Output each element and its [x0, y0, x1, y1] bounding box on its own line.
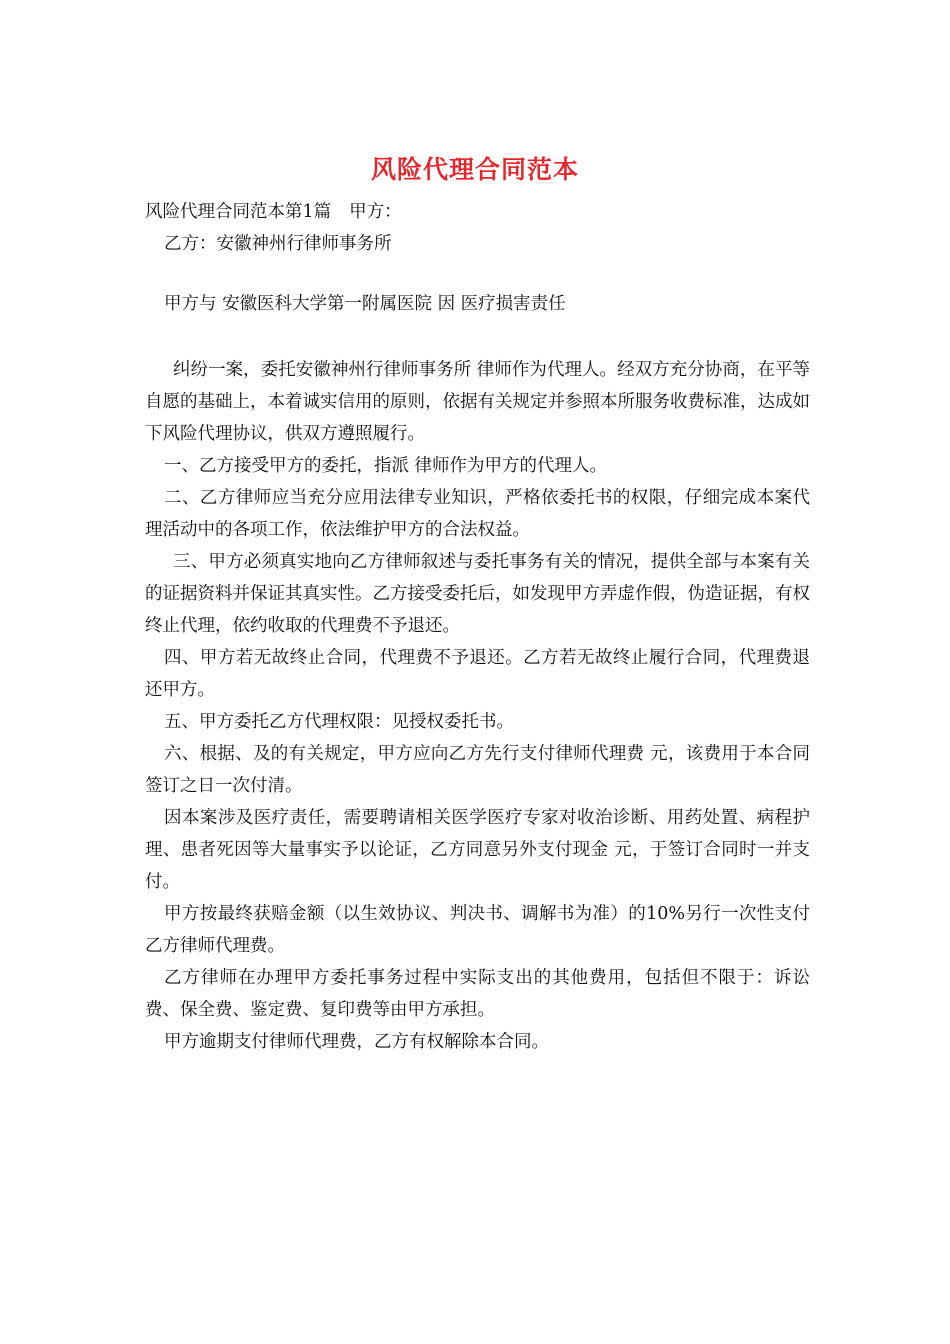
party-b-line: 乙方：安徽神州行律师事务所	[164, 234, 392, 254]
header-party-a: 甲方：	[349, 202, 402, 222]
paragraph-2: 二、乙方律师应当充分应用法律专业知识，严格依委托书的权限，仔细完成本案代理活动中的各项工作，依法维护甲方的合法权益。	[145, 488, 810, 540]
paragraph-1: 一、乙方接受甲方的委托，指派 律师作为甲方的代理人。	[164, 456, 608, 476]
paragraph-10: 甲方逾期支付律师代理费，乙方有权解除本合同。	[164, 1032, 549, 1052]
header-article-label: 风险代理合同范本第1篇	[145, 202, 332, 222]
paragraph-0: 纠纷一案，委托安徽神州行律师事务所 律师作为代理人。经双方充分协商，在平等自愿的基础上，本着诚实信用的原则，依据有关规定并参照本所服务收费标准，达成如下风险代理协议，供双方遵照履行。	[145, 360, 810, 444]
paragraph-5: 五、甲方委托乙方代理权限：见授权委托书。	[164, 712, 514, 732]
paragraph-9: 乙方律师在办理甲方委托事务过程中实际支出的其他费用，包括但不限于：诉讼费、保全费、鉴定费、复印费等由甲方承担。	[145, 968, 810, 1020]
paragraph-8: 甲方按最终获赔金额（以生效协议、判决书、调解书为准）的10%另行一次性支付乙方律师代理费。	[145, 904, 810, 956]
document-title: 风险代理合同范本	[370, 155, 579, 184]
paragraph-7: 因本案涉及医疗责任，需要聘请相关医学医疗专家对收治诊断、用药处置、病程护理、患者死因等大量事实予以论证，乙方同意另外支付现金 元，于签订合同时一并支付。	[145, 808, 810, 892]
paragraph-3: 三、甲方必须真实地向乙方律师叙述与委托事务有关的情况，提供全部与本案有关的证据资料并保证其真实性。乙方接受委托后，如发现甲方弄虚作假，伪造证据，有权终止代理，依约收取的代理费不予退还。	[145, 552, 810, 636]
intro-line: 甲方与 安徽医科大学第一附属医院 因 医疗损害责任	[164, 294, 566, 314]
paragraph-6: 六、根据、及的有关规定，甲方应向乙方先行支付律师代理费 元，该费用于本合同签订之日一次付清。	[145, 744, 810, 796]
document-body	[145, 196, 810, 1058]
header-line	[145, 196, 810, 228]
paragraph-4: 四、甲方若无故终止合同，代理费不予退还。乙方若无故终止履行合同，代理费退还甲方。	[145, 648, 810, 700]
